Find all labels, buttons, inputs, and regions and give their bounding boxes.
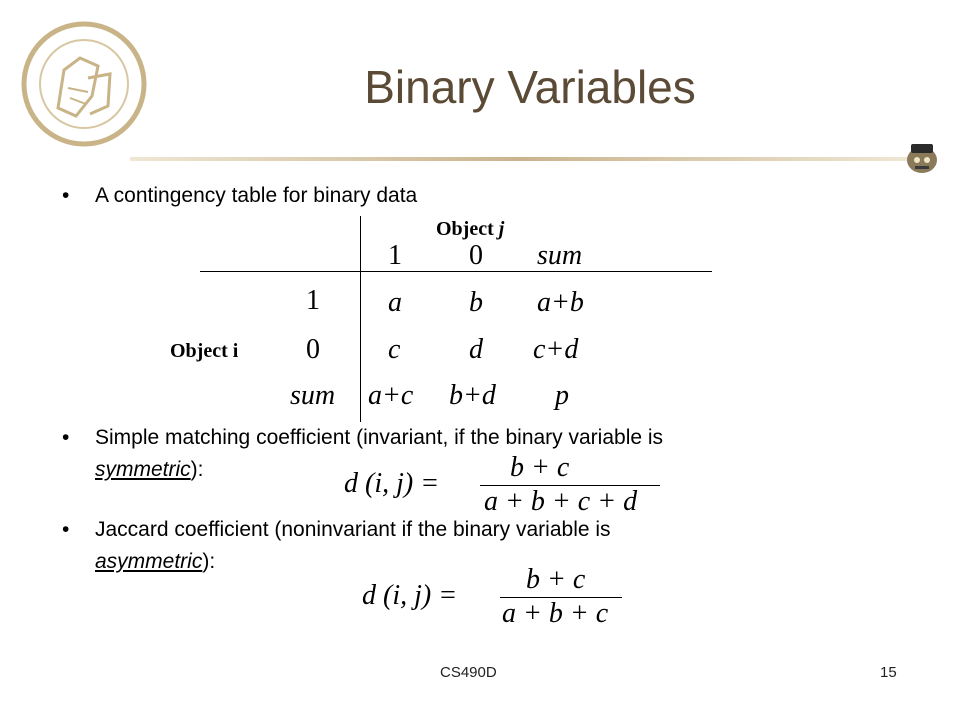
column-caption-var: j — [498, 218, 505, 240]
bullet-symmetric-term: symmetric — [95, 458, 191, 481]
bullet-text-line1: Simple matching coefficient (invariant, if the binary variable is — [95, 426, 664, 449]
column-header-1: 1 — [388, 240, 402, 271]
table-row-divider — [360, 216, 361, 422]
formula-lhs: d (i, j) = — [362, 580, 458, 611]
formula-simple-matching — [340, 452, 670, 522]
formula-denominator: a + b + c — [502, 598, 609, 629]
bullet-dot: • — [62, 426, 70, 449]
bullet-dot: • — [62, 184, 70, 207]
formula-denominator: a + b + c + d — [484, 486, 638, 517]
cell-b: b — [469, 287, 483, 318]
bullet-text-line1: Jaccard coefficient (noninvariant if the binary variable is — [95, 518, 611, 541]
cell-a-plus-b: a+b — [537, 287, 584, 318]
formula-numerator: b + c — [526, 564, 586, 595]
row-caption: Object i — [170, 340, 239, 362]
cell-a-plus-c: a+c — [368, 380, 414, 411]
bullet-tail: ): — [202, 550, 216, 573]
table-header-line — [200, 271, 712, 272]
bullet-asymmetric-term: asymmetric — [95, 550, 203, 573]
purdue-seal-logo — [18, 18, 150, 150]
cell-c: c — [388, 334, 401, 365]
purdue-pete-icon — [902, 138, 942, 176]
bullet-contingency-table — [62, 180, 418, 212]
cell-c-plus-d: c+d — [533, 334, 579, 365]
row-label-sum: sum — [290, 380, 336, 411]
row-label-1: 1 — [306, 285, 320, 316]
row-label-0: 0 — [306, 334, 320, 365]
column-caption: Object j — [436, 218, 505, 240]
column-header-0: 0 — [469, 240, 483, 271]
footer-page-number: 15 — [880, 664, 897, 681]
formula-numerator: b + c — [510, 452, 570, 483]
cell-a: a — [388, 287, 402, 318]
cell-p: p — [555, 380, 569, 411]
bullet-text: A contingency table for binary data — [95, 184, 418, 207]
bullet-tail: ): — [190, 458, 204, 481]
cell-b-plus-d: b+d — [449, 380, 496, 411]
bullet-dot: • — [62, 518, 70, 541]
slide-title: Binary Variables — [364, 61, 696, 113]
column-header-sum: sum — [537, 240, 583, 271]
formula-lhs: d (i, j) = — [344, 468, 440, 499]
cell-d: d — [469, 334, 483, 365]
formula-jaccard — [360, 562, 640, 632]
footer-course: CS490D — [440, 664, 497, 681]
title-divider — [130, 157, 910, 161]
